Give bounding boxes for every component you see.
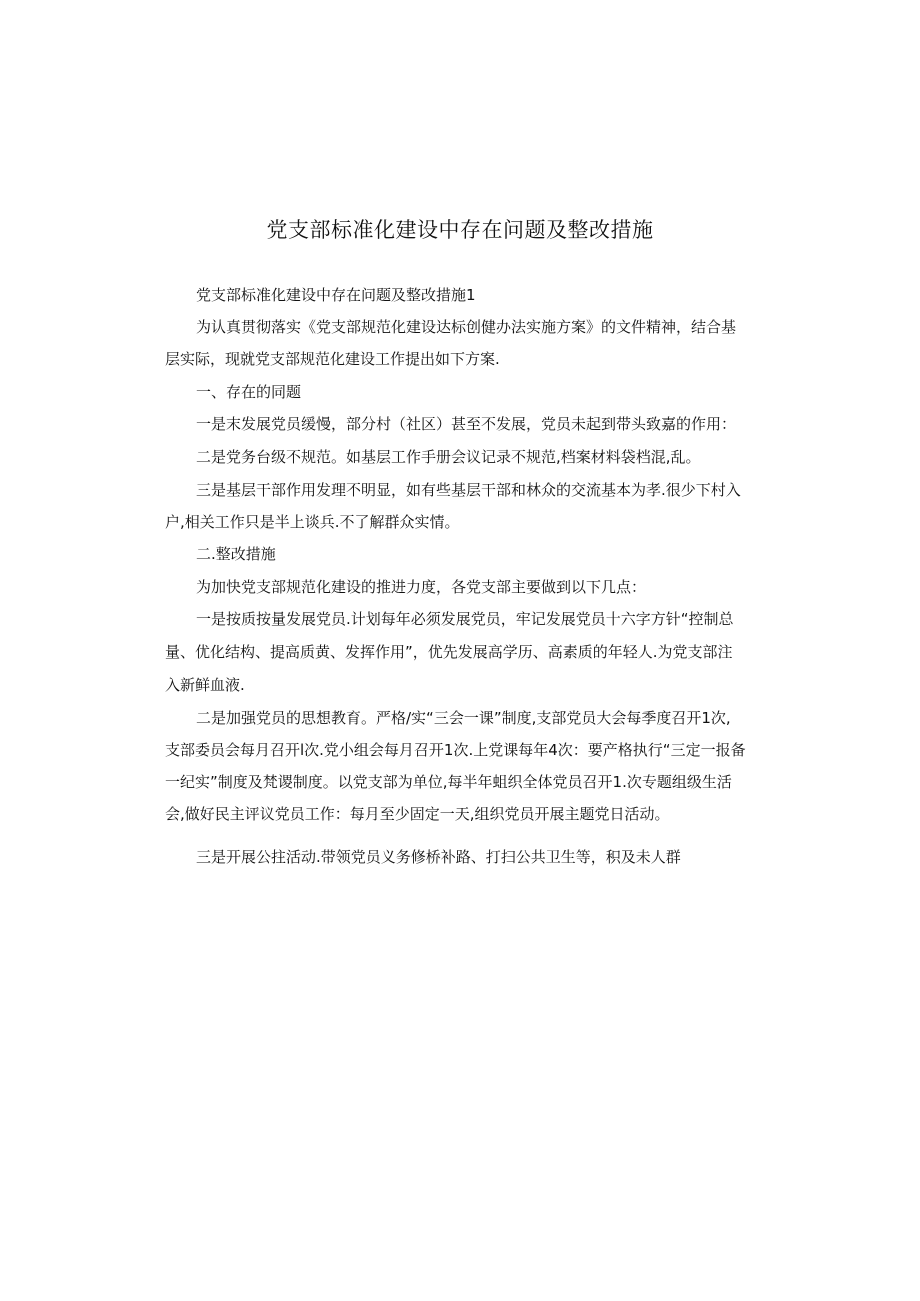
- paragraph-line: 量、优化结构、提高质黄、发挥作用”，优先发展高学历、高素质的年轻人.为党支部注: [165, 643, 733, 661]
- paragraph-line: 三是基层干部作用发理不明显，如有些基层干部和林众的交流基本为孝.很少下村入: [196, 481, 741, 499]
- subtitle-line: 党支部标准化建设中存在问题及整改措施1: [196, 286, 476, 304]
- section-heading: 二.整改措施: [196, 545, 276, 563]
- paragraph-line: 三是开展公拄活动.带领党员义务修桥补路、打扫公共卫生等，积及未人群: [196, 848, 681, 866]
- paragraph-line: 会,做好民主评议党员工作：每月至少固定一天,组织党员开展主题党日活动。: [165, 805, 670, 823]
- paragraph-line: 户,相关工作只是半上谈兵.不了解群众实情。: [165, 513, 460, 531]
- document-title: 党支部标准化建设中存在问题及整改措施: [266, 218, 654, 242]
- paragraph-line: 一纪实”制度及梵谡制度。以党支部为单位,每半年蛆织全体党员召开1.次专题组级生活: [165, 773, 732, 791]
- paragraph-line: 层实际，现就党支部规范化建设工作提出如下方案.: [165, 350, 500, 368]
- paragraph-line: 支部委员会每月召开l次.党小组会每月召开1次.上党课每年4次：要产格执行“三定一报备: [165, 741, 746, 759]
- paragraph-line: 一是按质按量发展党员.计划每年必须发展党员，牢记发展党员十六字方针“控制总: [196, 610, 734, 628]
- section-heading: 一、存在的同题: [196, 383, 302, 401]
- paragraph-line: 为认真贯彻落实《党支部规范化建设达标创健办法实施方案》的文件精神，结合基: [196, 318, 737, 336]
- paragraph-line: 为加快党支部规范化建设的推进力度，各党支部主要做到以下几点：: [196, 578, 647, 596]
- paragraph-line: 一是末发展党员缓慢，部分村（社区）甚至不发展，党员未起到带头致嘉的作用：: [196, 415, 737, 433]
- paragraph-line: 入新鲜血液.: [165, 676, 245, 694]
- paragraph-line: 二是加强党员的思想教育。严格/实“三会一课”制度,支部党员大会每季度召开1次,: [196, 709, 731, 727]
- paragraph-line: 二是党务台级不规范。如基层工作手册会议记录不规范,档案材料袋档混,乱。: [196, 448, 701, 466]
